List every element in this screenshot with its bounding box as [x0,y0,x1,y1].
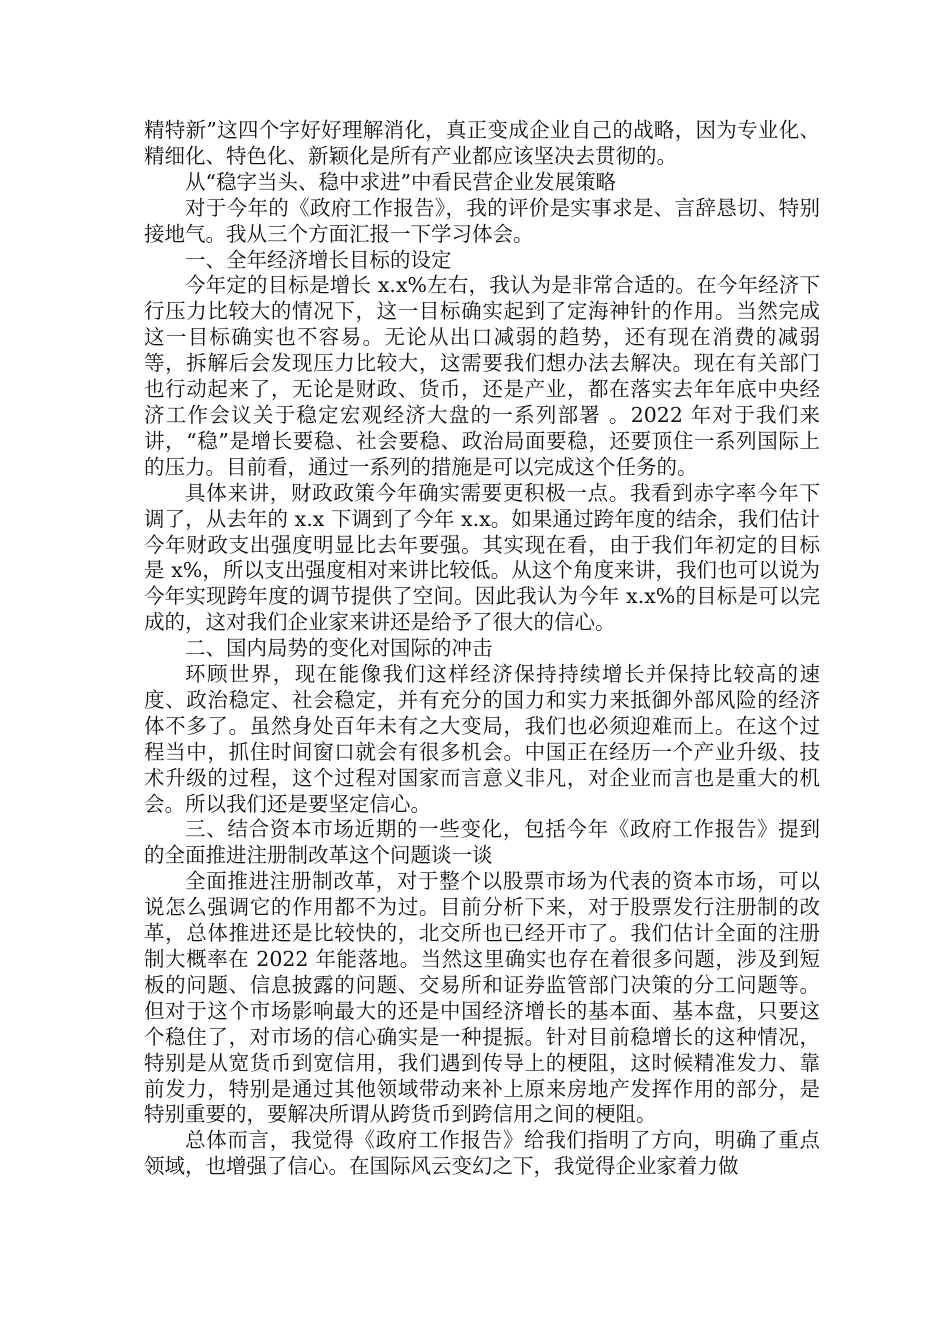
section-heading-3: 三、结合资本市场近期的一些变化，包括今年《政府工作报告》提到的全面推进注册制改革这个问题谈一谈 [144,817,820,868]
section-heading-1: 一、全年经济增长目标的设定 [185,247,452,272]
paragraph-continuation: 精特新”这四个字好好理解消化，真正变成企业自己的战略，因为专业化、精细化、特色化、新颖化是所有产业都应该坚决去贯彻的。 [144,118,820,168]
document-body [144,118,820,1180]
paragraph-heading-strategy: 从“稳字当头、稳中求进”中看民营企业发展策略 [185,169,616,194]
paragraph-registration-reform: 全面推进注册制改革，对于整个以股票市场为代表的资本市场，可以说怎么强调它的作用都不为过。目前分析下来，对于股票发行注册制的改革，总体推进还是比较快的，北交所也已经开市了。我们估计全面的注册制大概率在 2022 年能落地。当然这里确实也存在着很多问题，涉及到短板的问题、信息披露的问题、交易所和证券监管部门决策的分工问题等。但对于这个市场影响最大的还是中国经济增长的基本面、基本盘，只要这个稳住了，对市场的信心确实是一种提振。针对目前稳增长的这种情况，特别是从宽货币到宽信用，我们遇到传导上的梗阻，这时候精准发力、靠前发力，特别是通过其他领域带动来补上原来房地产发挥作用的部分，是特别重要的，要解决所谓从跨货币到跨信用之间的梗阻。 [144,869,820,1127]
section-heading-2: 二、国内局势的变化对国际的冲击 [185,636,493,661]
paragraph-intro: 对于今年的《政府工作报告》，我的评价是实事求是、言辞恳切、特别接地气。我从三个方面汇报一下学习体会。 [144,195,820,246]
paragraph-fiscal-policy: 具体来讲，财政政策今年确实需要更积极一点。我看到赤字率今年下调了，从去年的 x.x 下调到了今年 x.x。如果通过跨年度的结余，我们估计今年财政支出强度明显比去年要强。其实现在看，由于我们年初定的目标是 x%，所以支出强度相对来讲比较低。从这个角度来讲，我们也可以说为今年实现跨年度的调节提供了空间。因此我认为今年 x.x%的目标是可以完成的，这对我们企业家来讲还是给予了很大的信心。 [144,480,820,635]
paragraph-global-situation: 环顾世界，现在能像我们这样经济保持持续增长并保持比较高的速度、政治稳定、社会稳定，并有充分的国力和实力来抵御外部风险的经济体不多了。虽然身处百年未有之大变局，我们也必须迎难而上。在这个过程当中，抓住时间窗口就会有很多机会。中国正在经历一个产业升级、技术升级的过程，这个过程对国家而言意义非凡，对企业而言也是重大的机会。所以我们还是要坚定信心。 [144,662,820,816]
paragraph-summary: 总体而言，我觉得《政府工作报告》给我们指明了方向，明确了重点领域，也增强了信心。在国际风云变幻之下，我觉得企业家着力做 [144,1128,820,1179]
paragraph-growth-target: 今年定的目标是增长 x.x%左右，我认为是非常合适的。在今年经济下行压力比较大的情况下，这一目标确实起到了定海神针的作用。当然完成这一目标确实也不容易。无论从出口减弱的趋势，还有现在消费的减弱等，拆解后会发现压力比较大，这需要我们想办法去解决。现在有关部门也行动起来了，无论是财政、货币，还是产业，都在落实去年年底中央经济工作会议关于稳定宏观经济大盘的一系列部署 。2022 年对于我们来讲，“稳”是增长要稳、社会要稳、政治局面要稳，还要顶住一系列国际上的压力。目前看，通过一系列的措施是可以完成这个任务的。 [144,273,820,479]
